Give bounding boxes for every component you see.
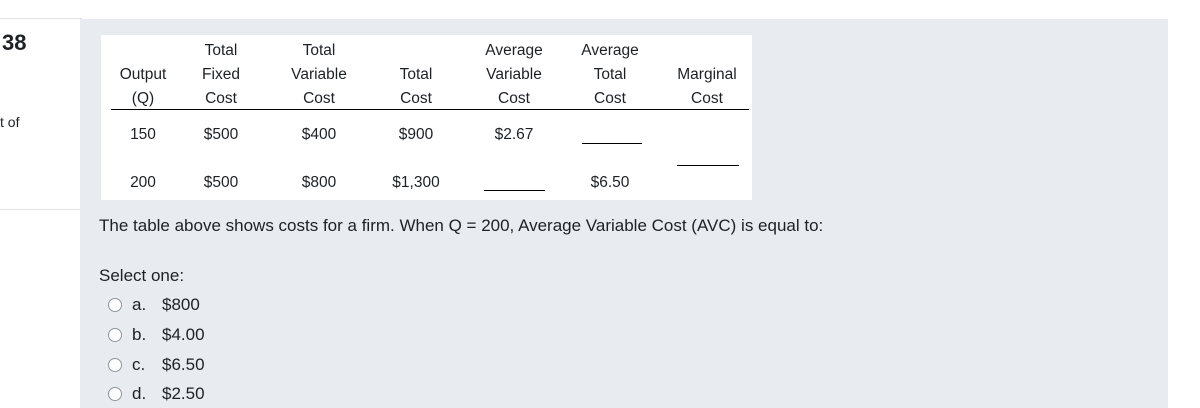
header-total-variable-cost: Total Variable Cost <box>291 42 347 107</box>
select-one-label: Select one: <box>99 266 185 285</box>
radio-button-b[interactable] <box>108 328 122 342</box>
radio-button-c[interactable] <box>108 358 122 372</box>
blank-mc <box>677 165 739 166</box>
cell-tfc-row1: $500 <box>203 126 239 143</box>
cell-tvc-row1: $400 <box>301 126 337 143</box>
cell-tvc-row2: $800 <box>301 174 337 191</box>
answer-option-d[interactable] <box>108 382 205 406</box>
blank-avc-row2 <box>484 190 545 191</box>
marks-text: t of <box>0 114 20 130</box>
option-text-d: $2.50 <box>162 384 205 403</box>
option-text-b: $4.00 <box>162 325 205 344</box>
cell-output-row1: 150 <box>130 126 156 143</box>
radio-button-d[interactable] <box>108 387 122 401</box>
header-average-total-cost: Average Total Cost <box>581 42 639 107</box>
cell-tc-row2: $1,300 <box>392 174 440 191</box>
answer-option-b[interactable] <box>108 323 205 347</box>
option-letter-d: d. <box>132 384 147 403</box>
option-letter-c: c. <box>132 355 146 374</box>
cell-output-row2: 200 <box>130 174 156 191</box>
answer-option-a[interactable] <box>108 293 200 317</box>
option-letter-a: a. <box>132 295 147 314</box>
option-text-a: $800 <box>162 295 200 314</box>
cost-table <box>101 35 752 200</box>
question-text: The table above shows costs for a firm. When Q = 200, Average Variable Cost (AVC) is equal to: <box>99 216 824 235</box>
option-letter-b: b. <box>132 325 147 344</box>
cell-tc-row1: $900 <box>398 126 434 143</box>
header-divider <box>111 109 749 110</box>
question-number: 38 <box>2 30 27 55</box>
cell-atc-row2: $6.50 <box>590 174 630 191</box>
header-total-cost: Total Cost <box>399 66 433 107</box>
cell-avc-row1: $2.67 <box>494 126 534 143</box>
cell-tfc-row2: $500 <box>203 174 239 191</box>
option-text-c: $6.50 <box>162 355 205 374</box>
answer-option-c[interactable] <box>108 353 205 377</box>
blank-atc-row1 <box>582 143 642 144</box>
header-total-fixed-cost: Total Fixed Cost <box>202 42 240 107</box>
header-marginal-cost: Marginal Cost <box>677 66 737 107</box>
radio-button-a[interactable] <box>108 298 122 312</box>
header-output: Output (Q) <box>119 66 167 107</box>
header-average-variable-cost: Average Variable Cost <box>485 42 543 107</box>
